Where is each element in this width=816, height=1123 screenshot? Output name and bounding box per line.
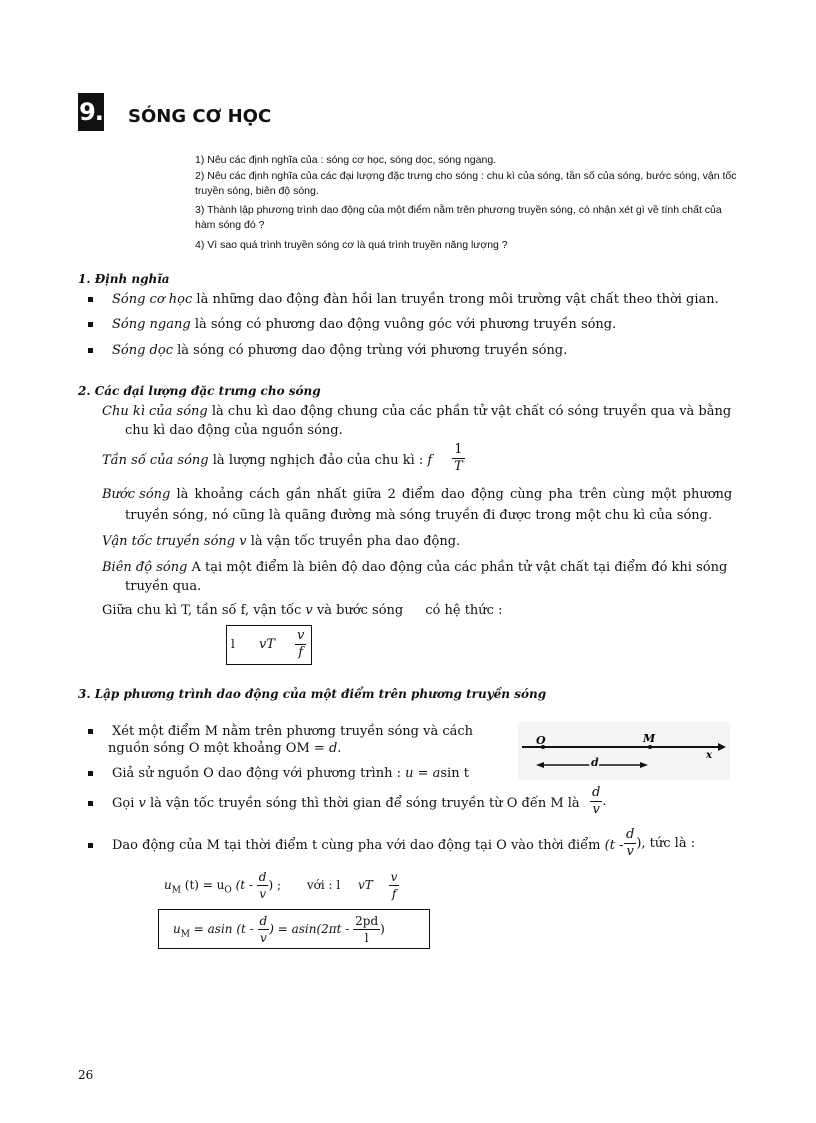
definition-item: Sóng ngang là sóng có phương dao động vuông góc với phương truyền sóng. [112, 317, 617, 332]
travel-time-statement: Gọi v là vận tốc truyền sóng thì thời gian để sóng truyền từ O đến M là [112, 796, 580, 811]
vT-term: vT [259, 637, 276, 652]
frequency-definition: Tần số của sóng là lượng nghịch đảo của chu kì : f [102, 453, 433, 468]
page-number: 26 [78, 1068, 94, 1082]
period-definition: Chu kì của sóng là chu kì dao động chung của các phần tử vật chất có sóng truyền qua và bằng [102, 404, 732, 419]
chapter-title: SÓNG CƠ HỌC [128, 106, 272, 127]
label-d: d [591, 756, 599, 769]
bullet [88, 843, 93, 848]
velocity-definition: Vận tốc truyền sóng v là vận tốc truyền pha dao động. [102, 534, 461, 549]
label-o: O [536, 734, 546, 747]
bullet [88, 348, 93, 353]
equation-1: $u_M$ $(t) = u_O$ (t - $\frac{d}{v}$ ) ; với : l vT $\frac{v}{f}$ [164, 870, 398, 901]
wave-equation-box [158, 909, 430, 949]
relation-intro: Giữa chu kì T, tần số f, vận tốc v và bước sóng có hệ thức : [102, 603, 503, 618]
bullet [88, 297, 93, 302]
label-m: M [643, 732, 656, 745]
bullet [88, 801, 93, 806]
wavelength-definition: Bước sóng là khoảng cách gần nhất giữa 2 điểm dao động cùng pha trên cùng một phương [102, 487, 733, 502]
question-2: 2) Nêu các định nghĩa của các đại lượng đặc trưng cho sóng : chu kì của sóng, tần số của sóng, bước sóng, vận tốc truyền sóng, biên độ sóng. [195, 170, 737, 197]
phase-statement: Dao động của M tại thời điểm t cùng pha với dao động tại O vào thời điểm (t - [112, 838, 624, 853]
propagation-diagram [518, 722, 730, 780]
travel-time-fraction: $\frac{d}{v}$ . [592, 785, 607, 817]
question-1: 1) Nêu các định nghĩa của : sóng cơ học, sóng dọc, sóng ngang. [195, 154, 497, 166]
frequency-fraction: $\frac{1}{T}$ [454, 442, 463, 474]
relation-formula-box [226, 625, 312, 665]
v-over-f: $\frac{v}{f}$ [297, 628, 305, 660]
question-4: 4) Vì sao quá trình truyền sóng cơ là quá trình truyền năng lượng ? [195, 239, 508, 251]
lambda-symbol: l [231, 637, 235, 651]
phase-fraction: $\frac{d}{v}$ ), tức là : [626, 827, 696, 859]
diagram-background [518, 722, 730, 780]
wavelength-definition-cont: truyền sóng, nó cũng là quãng đường mà sóng truyền đi được trong một chu kì của sóng. [125, 508, 713, 523]
source-equation: Giả sử nguồn O dao động với phương trình : u = asin t [112, 766, 469, 781]
label-x: x [706, 750, 712, 761]
bullet [88, 322, 93, 327]
question-3: 3) Thành lập phương trình dao động của một điểm nằm trên phương truyền sóng, có nhận xét gì về tính chất của hàm sóng đó ? [195, 204, 722, 231]
section-1-heading: 1. Định nghĩa [78, 272, 170, 286]
point-m-description: Xét một điểm M nằm trên phương truyền sóng và cách [112, 724, 474, 739]
section-3-heading: 3. Lập phương trình dao động của một điểm trên phương truyền sóng [78, 687, 547, 701]
point-m-description-cont: nguồn sóng O một khoảng OM = d. [108, 741, 342, 756]
amplitude-definition-cont: truyền qua. [125, 579, 202, 594]
point-m-dot [648, 745, 652, 749]
amplitude-definition: Biên độ sóng A tại một điểm là biên độ dao động của các phần tử vật chất tại điểm đó khi sóng [102, 560, 728, 575]
definition-item: Sóng dọc là sóng có phương dao động trùng với phương truyền sóng. [112, 343, 568, 358]
section-2-heading: 2. Các đại lượng đặc trưng cho sóng [78, 384, 321, 398]
wave-equation: $u_M = asin$ (t - $\frac{d}{v}$ ) = asin(2πt - $\frac{2pd}{l}$ ) [173, 914, 385, 945]
definition-item: Sóng cơ học là những dao động đàn hồi lan truyền trong môi trường vật chất theo thời gian. [112, 292, 719, 307]
period-definition-cont: chu kì dao động của nguồn sóng. [125, 423, 343, 438]
bullet [88, 771, 93, 776]
chapter-number: 9. [78, 93, 104, 131]
bullet [88, 729, 93, 734]
